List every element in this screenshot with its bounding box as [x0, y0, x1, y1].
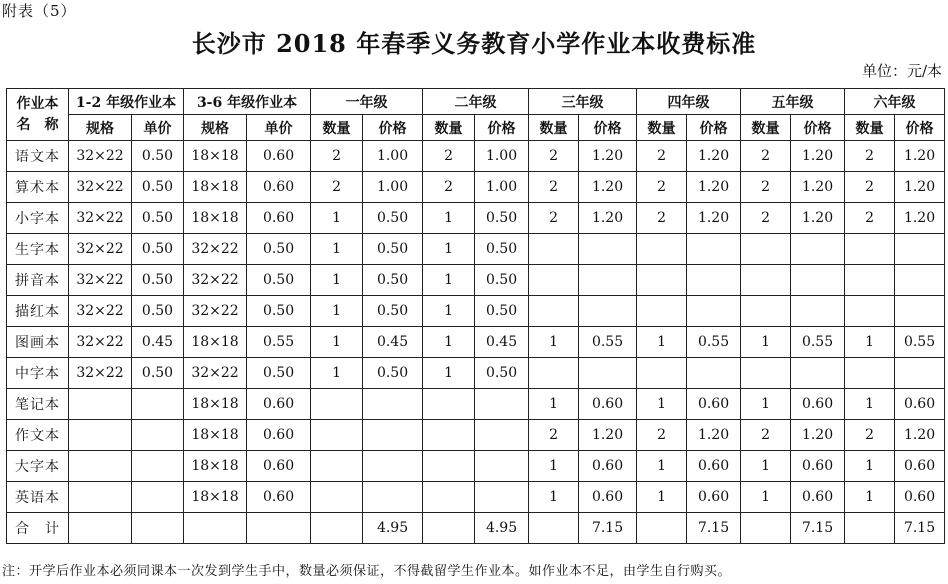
header-group-grade-3-6: 3-6 年级作业本: [184, 89, 311, 115]
row-name-cell: 语文本: [7, 141, 69, 172]
table-cell: 1: [423, 296, 475, 327]
table-cell: 18×18: [184, 203, 247, 234]
table-cell: 1: [423, 234, 475, 265]
header-grade-2: 二年级: [423, 89, 529, 115]
table-cell: [741, 296, 791, 327]
table-cell: 1: [741, 327, 791, 358]
table-cell: 1: [741, 389, 791, 420]
table-cell: 0.50: [132, 203, 184, 234]
header-name-cell: [7, 89, 69, 141]
table-cell: 32×22: [184, 234, 247, 265]
table-cell: [184, 513, 247, 544]
table-cell: [423, 389, 475, 420]
header-amount: 价格: [363, 115, 423, 141]
table-cell: 0.60: [247, 172, 311, 203]
table-cell: [895, 265, 945, 296]
table-cell: 2: [741, 141, 791, 172]
table-cell: 32×22: [184, 358, 247, 389]
table-cell: 0.50: [475, 203, 529, 234]
table-cell: 2: [311, 141, 363, 172]
table-cell: 0.60: [791, 482, 845, 513]
header-qty: 数量: [311, 115, 363, 141]
table-cell: 1: [423, 358, 475, 389]
table-cell: 0.50: [247, 234, 311, 265]
row-name-cell: 算术本: [7, 172, 69, 203]
table-cell: 1.00: [363, 141, 423, 172]
table-cell: [247, 513, 311, 544]
table-row: [7, 482, 945, 513]
table-cell: [845, 296, 895, 327]
row-name-cell: 大字本: [7, 451, 69, 482]
table-cell: 2: [529, 203, 579, 234]
table-cell: [741, 234, 791, 265]
table-cell: 1.20: [687, 420, 741, 451]
table-cell: 2: [423, 172, 475, 203]
table-cell: [529, 513, 579, 544]
table-cell: 1.20: [579, 141, 637, 172]
table-cell: 1: [741, 451, 791, 482]
header-amount: 价格: [687, 115, 741, 141]
table-cell: 0.60: [579, 389, 637, 420]
table-cell: 1.20: [687, 203, 741, 234]
table-cell: 0.55: [247, 327, 311, 358]
table-cell: [579, 265, 637, 296]
footnote: 注：开学后作业本必须同课本一次发到学生手中，数量必须保证，不得截留学生作业本。如作业本不足，由学生自行购买。: [2, 564, 732, 579]
table-cell: 7.15: [895, 513, 945, 544]
table-cell: 0.55: [791, 327, 845, 358]
table-cell: [311, 420, 363, 451]
table-cell: 1: [423, 203, 475, 234]
table-cell: 0.50: [363, 358, 423, 389]
table-cell: 1: [311, 327, 363, 358]
table-cell: 1.20: [791, 203, 845, 234]
table-cell: [423, 451, 475, 482]
table-cell: 7.15: [687, 513, 741, 544]
table-cell: 2: [845, 203, 895, 234]
table-cell: 1.20: [579, 203, 637, 234]
table-cell: 32×22: [69, 358, 132, 389]
table-cell: [637, 296, 687, 327]
table-cell: [895, 358, 945, 389]
table-cell: [132, 420, 184, 451]
table-cell: 0.50: [247, 296, 311, 327]
table-cell: 1: [423, 265, 475, 296]
table-cell: [69, 513, 132, 544]
table-cell: 2: [741, 420, 791, 451]
table-cell: 1: [529, 451, 579, 482]
table-cell: [845, 265, 895, 296]
table-cell: 0.60: [579, 482, 637, 513]
table-cell: [791, 358, 845, 389]
header-amount: 价格: [475, 115, 529, 141]
table-cell: 0.60: [687, 482, 741, 513]
row-name-cell: 图画本: [7, 327, 69, 358]
table-cell: [895, 234, 945, 265]
table-cell: 18×18: [184, 389, 247, 420]
table-cell: 2: [637, 203, 687, 234]
header-qty: 数量: [637, 115, 687, 141]
table-cell: 1: [311, 203, 363, 234]
table-cell: 2: [529, 420, 579, 451]
table-cell: [687, 358, 741, 389]
header-price: 单价: [132, 115, 184, 141]
header-amount: 价格: [791, 115, 845, 141]
table-cell: 0.50: [132, 234, 184, 265]
table-cell: 2: [845, 141, 895, 172]
header-name-line2: 名 称: [16, 116, 59, 133]
table-cell: 0.60: [579, 451, 637, 482]
table-cell: [132, 513, 184, 544]
table-cell: 1.20: [579, 420, 637, 451]
table-cell: 0.60: [791, 451, 845, 482]
table-cell: 0.50: [247, 358, 311, 389]
table-cell: [637, 265, 687, 296]
table-cell: 1.20: [791, 420, 845, 451]
table-cell: 32×22: [69, 172, 132, 203]
row-name-cell: 中字本: [7, 358, 69, 389]
header-amount: 价格: [895, 115, 945, 141]
table-cell: 2: [311, 172, 363, 203]
table-cell: 1: [845, 327, 895, 358]
table-cell: 1.20: [895, 172, 945, 203]
table-cell: [475, 420, 529, 451]
table-cell: 0.60: [247, 389, 311, 420]
table-row: [7, 203, 945, 234]
table-cell: [579, 296, 637, 327]
header-group-grade-1-2: 1-2 年级作业本: [69, 89, 184, 115]
table-cell: [529, 265, 579, 296]
table-cell: 0.60: [247, 203, 311, 234]
table-cell: [895, 296, 945, 327]
table-cell: 1: [529, 327, 579, 358]
table-cell: 1: [311, 234, 363, 265]
table-cell: 32×22: [69, 265, 132, 296]
table-cell: [529, 234, 579, 265]
table-cell: 0.60: [687, 389, 741, 420]
table-cell: 0.60: [247, 451, 311, 482]
table-cell: 0.50: [363, 203, 423, 234]
table-cell: 18×18: [184, 420, 247, 451]
table-cell: 1: [637, 327, 687, 358]
table-cell: 1.20: [791, 141, 845, 172]
table-cell: 1: [529, 482, 579, 513]
table-cell: 0.50: [363, 265, 423, 296]
table-cell: [311, 482, 363, 513]
table-cell: 2: [637, 141, 687, 172]
table-cell: [363, 420, 423, 451]
table-cell: [529, 358, 579, 389]
table-cell: [132, 389, 184, 420]
table-cell: [363, 451, 423, 482]
table-cell: [311, 513, 363, 544]
header-grade-3: 三年级: [529, 89, 637, 115]
table-cell: [475, 482, 529, 513]
table-cell: 0.60: [895, 451, 945, 482]
table-cell: 0.60: [895, 389, 945, 420]
table-cell: [791, 234, 845, 265]
table-row: [7, 265, 945, 296]
header-grade-6: 六年级: [845, 89, 945, 115]
table-cell: 1: [311, 265, 363, 296]
unit-label: 单位：元/本: [861, 62, 942, 80]
table-row: [7, 358, 945, 389]
header-row-groups: [7, 89, 945, 115]
table-cell: 0.50: [132, 172, 184, 203]
table-cell: [69, 451, 132, 482]
table-cell: 2: [637, 172, 687, 203]
table-cell: 32×22: [184, 265, 247, 296]
table-cell: 1: [637, 451, 687, 482]
table-cell: [363, 482, 423, 513]
row-name-cell: 笔记本: [7, 389, 69, 420]
table-cell: 32×22: [69, 234, 132, 265]
table-cell: 18×18: [184, 141, 247, 172]
table-cell: [579, 234, 637, 265]
table-cell: 1: [637, 482, 687, 513]
table-cell: [529, 296, 579, 327]
table-cell: [791, 296, 845, 327]
table-cell: [69, 389, 132, 420]
table-cell: 32×22: [69, 296, 132, 327]
table-cell: [637, 234, 687, 265]
table-cell: [311, 451, 363, 482]
table-cell: [741, 358, 791, 389]
table-cell: [845, 358, 895, 389]
table-cell: 2: [845, 172, 895, 203]
table-cell: [687, 296, 741, 327]
table-cell: 1: [845, 451, 895, 482]
table-cell: 0.50: [132, 265, 184, 296]
table-cell: 1.00: [363, 172, 423, 203]
page-title: 长沙市 2018 年春季义务教育小学作业本收费标准: [191, 29, 757, 58]
header-grade-1: 一年级: [311, 89, 423, 115]
table-row: [7, 327, 945, 358]
table-cell: 4.95: [475, 513, 529, 544]
table-cell: [311, 389, 363, 420]
table-cell: 0.50: [363, 296, 423, 327]
table-row: [7, 296, 945, 327]
table-cell: 1: [423, 327, 475, 358]
header-qty: 数量: [845, 115, 895, 141]
row-name-cell: 合 计: [7, 513, 69, 544]
table-cell: [132, 482, 184, 513]
row-name-cell: 生字本: [7, 234, 69, 265]
table-cell: 0.60: [247, 420, 311, 451]
table-cell: 0.50: [247, 265, 311, 296]
table-cell: [423, 420, 475, 451]
table-cell: [845, 513, 895, 544]
header-grade-5: 五年级: [741, 89, 845, 115]
table-cell: 32×22: [184, 296, 247, 327]
table-cell: 7.15: [791, 513, 845, 544]
table-cell: 1.20: [895, 203, 945, 234]
table-cell: 1: [311, 358, 363, 389]
table-cell: 1: [845, 389, 895, 420]
table-cell: 0.60: [247, 482, 311, 513]
header-spec: 规格: [184, 115, 247, 141]
table-cell: [637, 513, 687, 544]
table-cell: 1: [311, 296, 363, 327]
table-cell: 2: [845, 420, 895, 451]
table-cell: 0.50: [475, 358, 529, 389]
row-name-cell: 小字本: [7, 203, 69, 234]
table-cell: 0.50: [363, 234, 423, 265]
table-cell: 0.50: [132, 141, 184, 172]
header-qty: 数量: [423, 115, 475, 141]
table-row: [7, 513, 945, 544]
table-cell: 0.55: [895, 327, 945, 358]
table-cell: [475, 451, 529, 482]
table-cell: 0.60: [247, 141, 311, 172]
table-cell: [687, 234, 741, 265]
annex-label: 附表（5）: [2, 2, 77, 20]
table-cell: 1.20: [791, 172, 845, 203]
table-cell: [363, 389, 423, 420]
table-row: [7, 451, 945, 482]
table-cell: 2: [741, 172, 791, 203]
table-cell: 0.55: [687, 327, 741, 358]
fee-table: [6, 88, 945, 544]
table-cell: [741, 265, 791, 296]
table-row: [7, 234, 945, 265]
table-cell: [579, 358, 637, 389]
table-cell: 0.60: [895, 482, 945, 513]
table-cell: 1: [845, 482, 895, 513]
header-qty: 数量: [529, 115, 579, 141]
header-row-columns: [7, 115, 945, 141]
table-cell: 1.20: [895, 141, 945, 172]
table-cell: 2: [423, 141, 475, 172]
table-cell: 1.20: [579, 172, 637, 203]
table-cell: [69, 482, 132, 513]
table-cell: 0.60: [687, 451, 741, 482]
header-name-line1: 作业本: [16, 95, 59, 112]
header-spec: 规格: [69, 115, 132, 141]
table-cell: [687, 265, 741, 296]
header-grade-4: 四年级: [637, 89, 741, 115]
table-cell: 2: [529, 172, 579, 203]
table-cell: 0.45: [132, 327, 184, 358]
table-cell: [845, 234, 895, 265]
table-cell: 18×18: [184, 172, 247, 203]
table-cell: 1.00: [475, 141, 529, 172]
table-cell: 1.20: [895, 420, 945, 451]
table-cell: [637, 358, 687, 389]
table-cell: 2: [529, 141, 579, 172]
table-cell: 2: [637, 420, 687, 451]
table-cell: 18×18: [184, 482, 247, 513]
table-cell: 1.20: [687, 172, 741, 203]
table-cell: 0.50: [475, 265, 529, 296]
table-row: [7, 420, 945, 451]
table-row: [7, 141, 945, 172]
table-cell: 0.55: [579, 327, 637, 358]
table-cell: 1: [741, 482, 791, 513]
table-cell: 4.95: [363, 513, 423, 544]
table-cell: 2: [741, 203, 791, 234]
table-cell: 32×22: [69, 203, 132, 234]
table-cell: 0.50: [475, 296, 529, 327]
table-cell: 32×22: [69, 141, 132, 172]
table-cell: 0.60: [791, 389, 845, 420]
table-cell: 18×18: [184, 327, 247, 358]
row-name-cell: 英语本: [7, 482, 69, 513]
table-cell: [475, 389, 529, 420]
table-cell: 1: [637, 389, 687, 420]
header-price: 单价: [247, 115, 311, 141]
table-cell: 1.00: [475, 172, 529, 203]
header-qty: 数量: [741, 115, 791, 141]
table-cell: 0.50: [132, 358, 184, 389]
table-cell: 7.15: [579, 513, 637, 544]
table-cell: [132, 451, 184, 482]
table-cell: [791, 265, 845, 296]
table-cell: 1: [529, 389, 579, 420]
row-name-cell: 作文本: [7, 420, 69, 451]
table-cell: [69, 420, 132, 451]
table-cell: 1.20: [687, 141, 741, 172]
table-cell: 18×18: [184, 451, 247, 482]
table-cell: [741, 513, 791, 544]
header-amount: 价格: [579, 115, 637, 141]
table-cell: 32×22: [69, 327, 132, 358]
table-cell: 0.45: [363, 327, 423, 358]
table-row: [7, 389, 945, 420]
table-row: [7, 172, 945, 203]
table-cell: 0.45: [475, 327, 529, 358]
table-cell: [423, 513, 475, 544]
table-cell: 0.50: [132, 296, 184, 327]
table-cell: [423, 482, 475, 513]
row-name-cell: 描红本: [7, 296, 69, 327]
table-cell: 0.50: [475, 234, 529, 265]
row-name-cell: 拼音本: [7, 265, 69, 296]
